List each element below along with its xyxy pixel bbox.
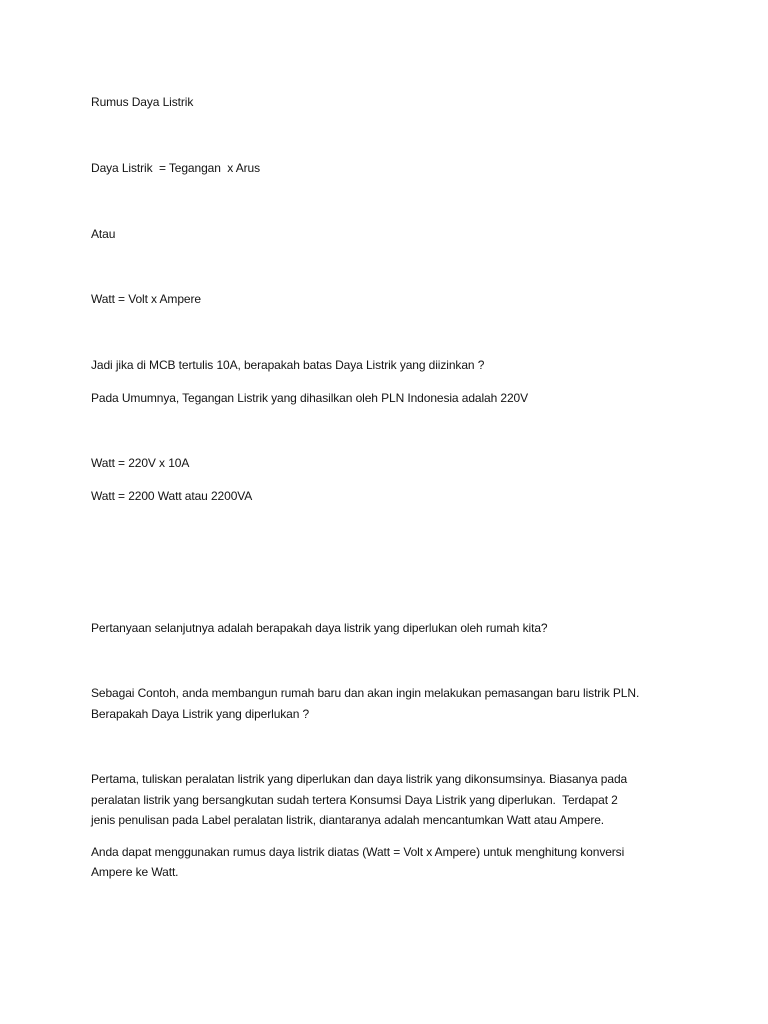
question-line: Pertanyaan selanjutnya adalah berapakah daya listrik yang diperlukan oleh rumah kita? [91,621,548,635]
text-line: peralatan listrik yang bersangkutan sudah tertera Konsumsi Daya Listrik yang diperlukan. Terdapat 2 [91,793,618,807]
formula-line: Watt = Volt x Ampere [91,292,201,306]
document-title: Rumus Daya Listrik [91,95,194,109]
question-line: Jadi jika di MCB tertulis 10A, berapakah batas Daya Listrik yang diizinkan ? [91,358,485,372]
text-line: Ampere ke Watt. [91,865,179,879]
text-line: jenis penulisan pada Label peralatan listrik, diantaranya adalah mencantumkan Watt atau Ampere. [91,813,605,827]
formula-line: Watt = 220V x 10A [91,456,190,470]
text-line: Anda dapat menggunakan rumus daya listrik diatas (Watt = Volt x Ampere) untuk menghitung konversi [91,845,625,859]
formula-line: Daya Listrik = Tegangan x Arus [91,161,261,175]
formula-line: Watt = 2200 Watt atau 2200VA [91,489,253,503]
text-line: Atau [91,227,116,241]
text-line: Berapakah Daya Listrik yang diperlukan ? [91,707,310,721]
text-line: Pertama, tuliskan peralatan listrik yang diperlukan dan daya listrik yang dikonsumsinya. Biasanya pada [91,772,628,786]
text-line: Pada Umumnya, Tegangan Listrik yang dihasilkan oleh PLN Indonesia adalah 220V [91,391,529,405]
text-line: Sebagai Contoh, anda membangun rumah baru dan akan ingin melakukan pemasangan baru listrik PLN. [91,686,640,700]
